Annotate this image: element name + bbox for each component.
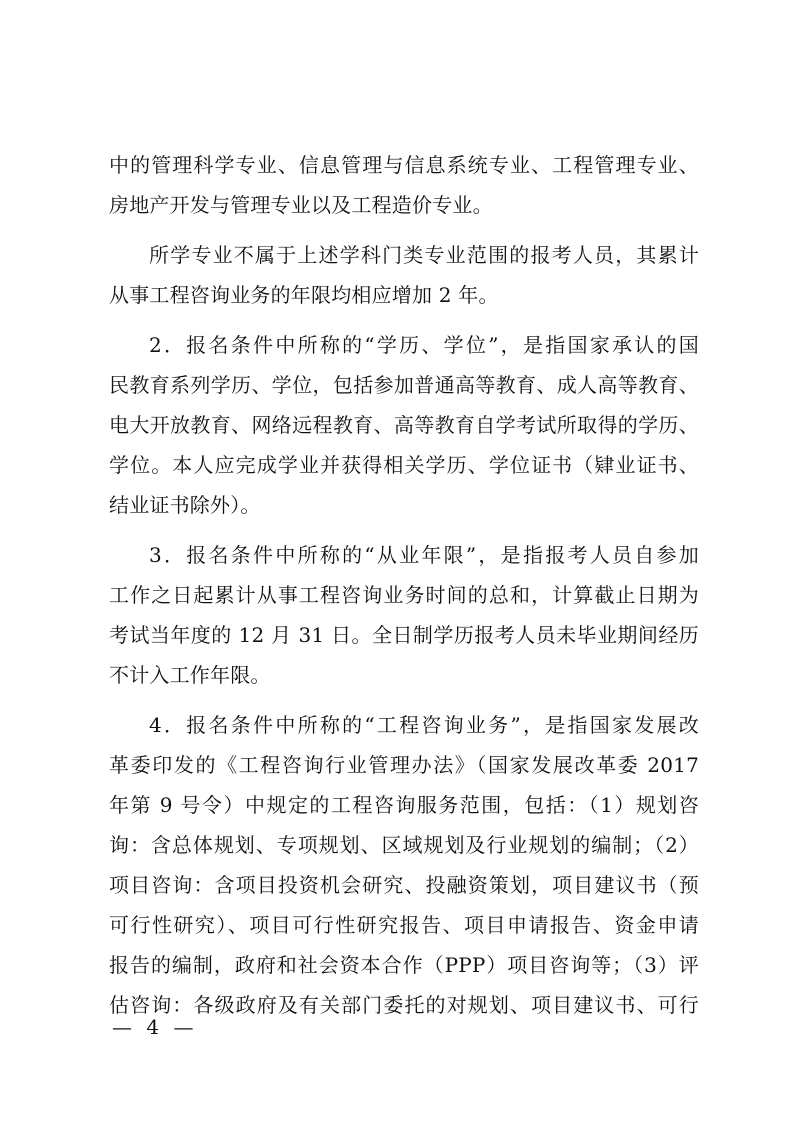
text-line: 结业证书除外）。 bbox=[109, 493, 261, 517]
paragraph-first-line: 所学专业不属于上述学科门类专业范围的报考人员，其累计 bbox=[149, 243, 699, 267]
text-line: 估咨询：各级政府及有关部门委托的对规划、项目建议书、可行 bbox=[109, 993, 699, 1017]
text-line: 年第 9 号令）中规定的工程咨询服务范围，包括：（1）规划咨 bbox=[109, 793, 699, 817]
text-line: 民教育系列学历、学位，包括参加普通高等教育、成人高等教育、 bbox=[109, 373, 699, 397]
text-line: 工作之日起累计从事工程咨询业务时间的总和，计算截止日期为 bbox=[109, 583, 699, 607]
text-line: 询：含总体规划、专项规划、区域规划及行业规划的编制；（2） bbox=[109, 833, 699, 857]
paragraph-first-line: 4．报名条件中所称的“工程咨询业务”，是指国家发展改 bbox=[149, 713, 699, 737]
paragraph-first-line: 2．报名条件中所称的“学历、学位”，是指国家承认的国 bbox=[149, 333, 699, 357]
text-line: 从事工程咨询业务的年限均相应增加 2 年。 bbox=[109, 283, 499, 307]
text-line: 不计入工作年限。 bbox=[109, 663, 271, 687]
text-line: 房地产开发与管理专业以及工程造价专业。 bbox=[109, 193, 493, 217]
page-number: — 4 — bbox=[112, 1015, 198, 1039]
paragraph-first-line: 3．报名条件中所称的“从业年限”，是指报考人员自参加 bbox=[149, 543, 699, 567]
text-line: 考试当年度的 12 月 31 日。全日制学历报考人员未毕业期间经历 bbox=[109, 623, 699, 647]
text-line: 革委印发的《工程咨询行业管理办法》（国家发展改革委 2017 bbox=[109, 753, 699, 777]
text-line: 电大开放教育、网络远程教育、高等教育自学考试所取得的学历、 bbox=[109, 413, 699, 437]
text-line: 学位。本人应完成学业并获得相关学历、学位证书（肄业证书、 bbox=[109, 453, 699, 477]
text-line: 项目咨询：含项目投资机会研究、投融资策划，项目建议书（预 bbox=[109, 873, 699, 897]
text-line: 报告的编制，政府和社会资本合作（PPP）项目咨询等；（3）评 bbox=[109, 953, 699, 977]
text-line: 中的管理科学专业、信息管理与信息系统专业、工程管理专业、 bbox=[109, 153, 699, 177]
text-line: 可行性研究）、项目可行性研究报告、项目申请报告、资金申请 bbox=[109, 913, 699, 937]
